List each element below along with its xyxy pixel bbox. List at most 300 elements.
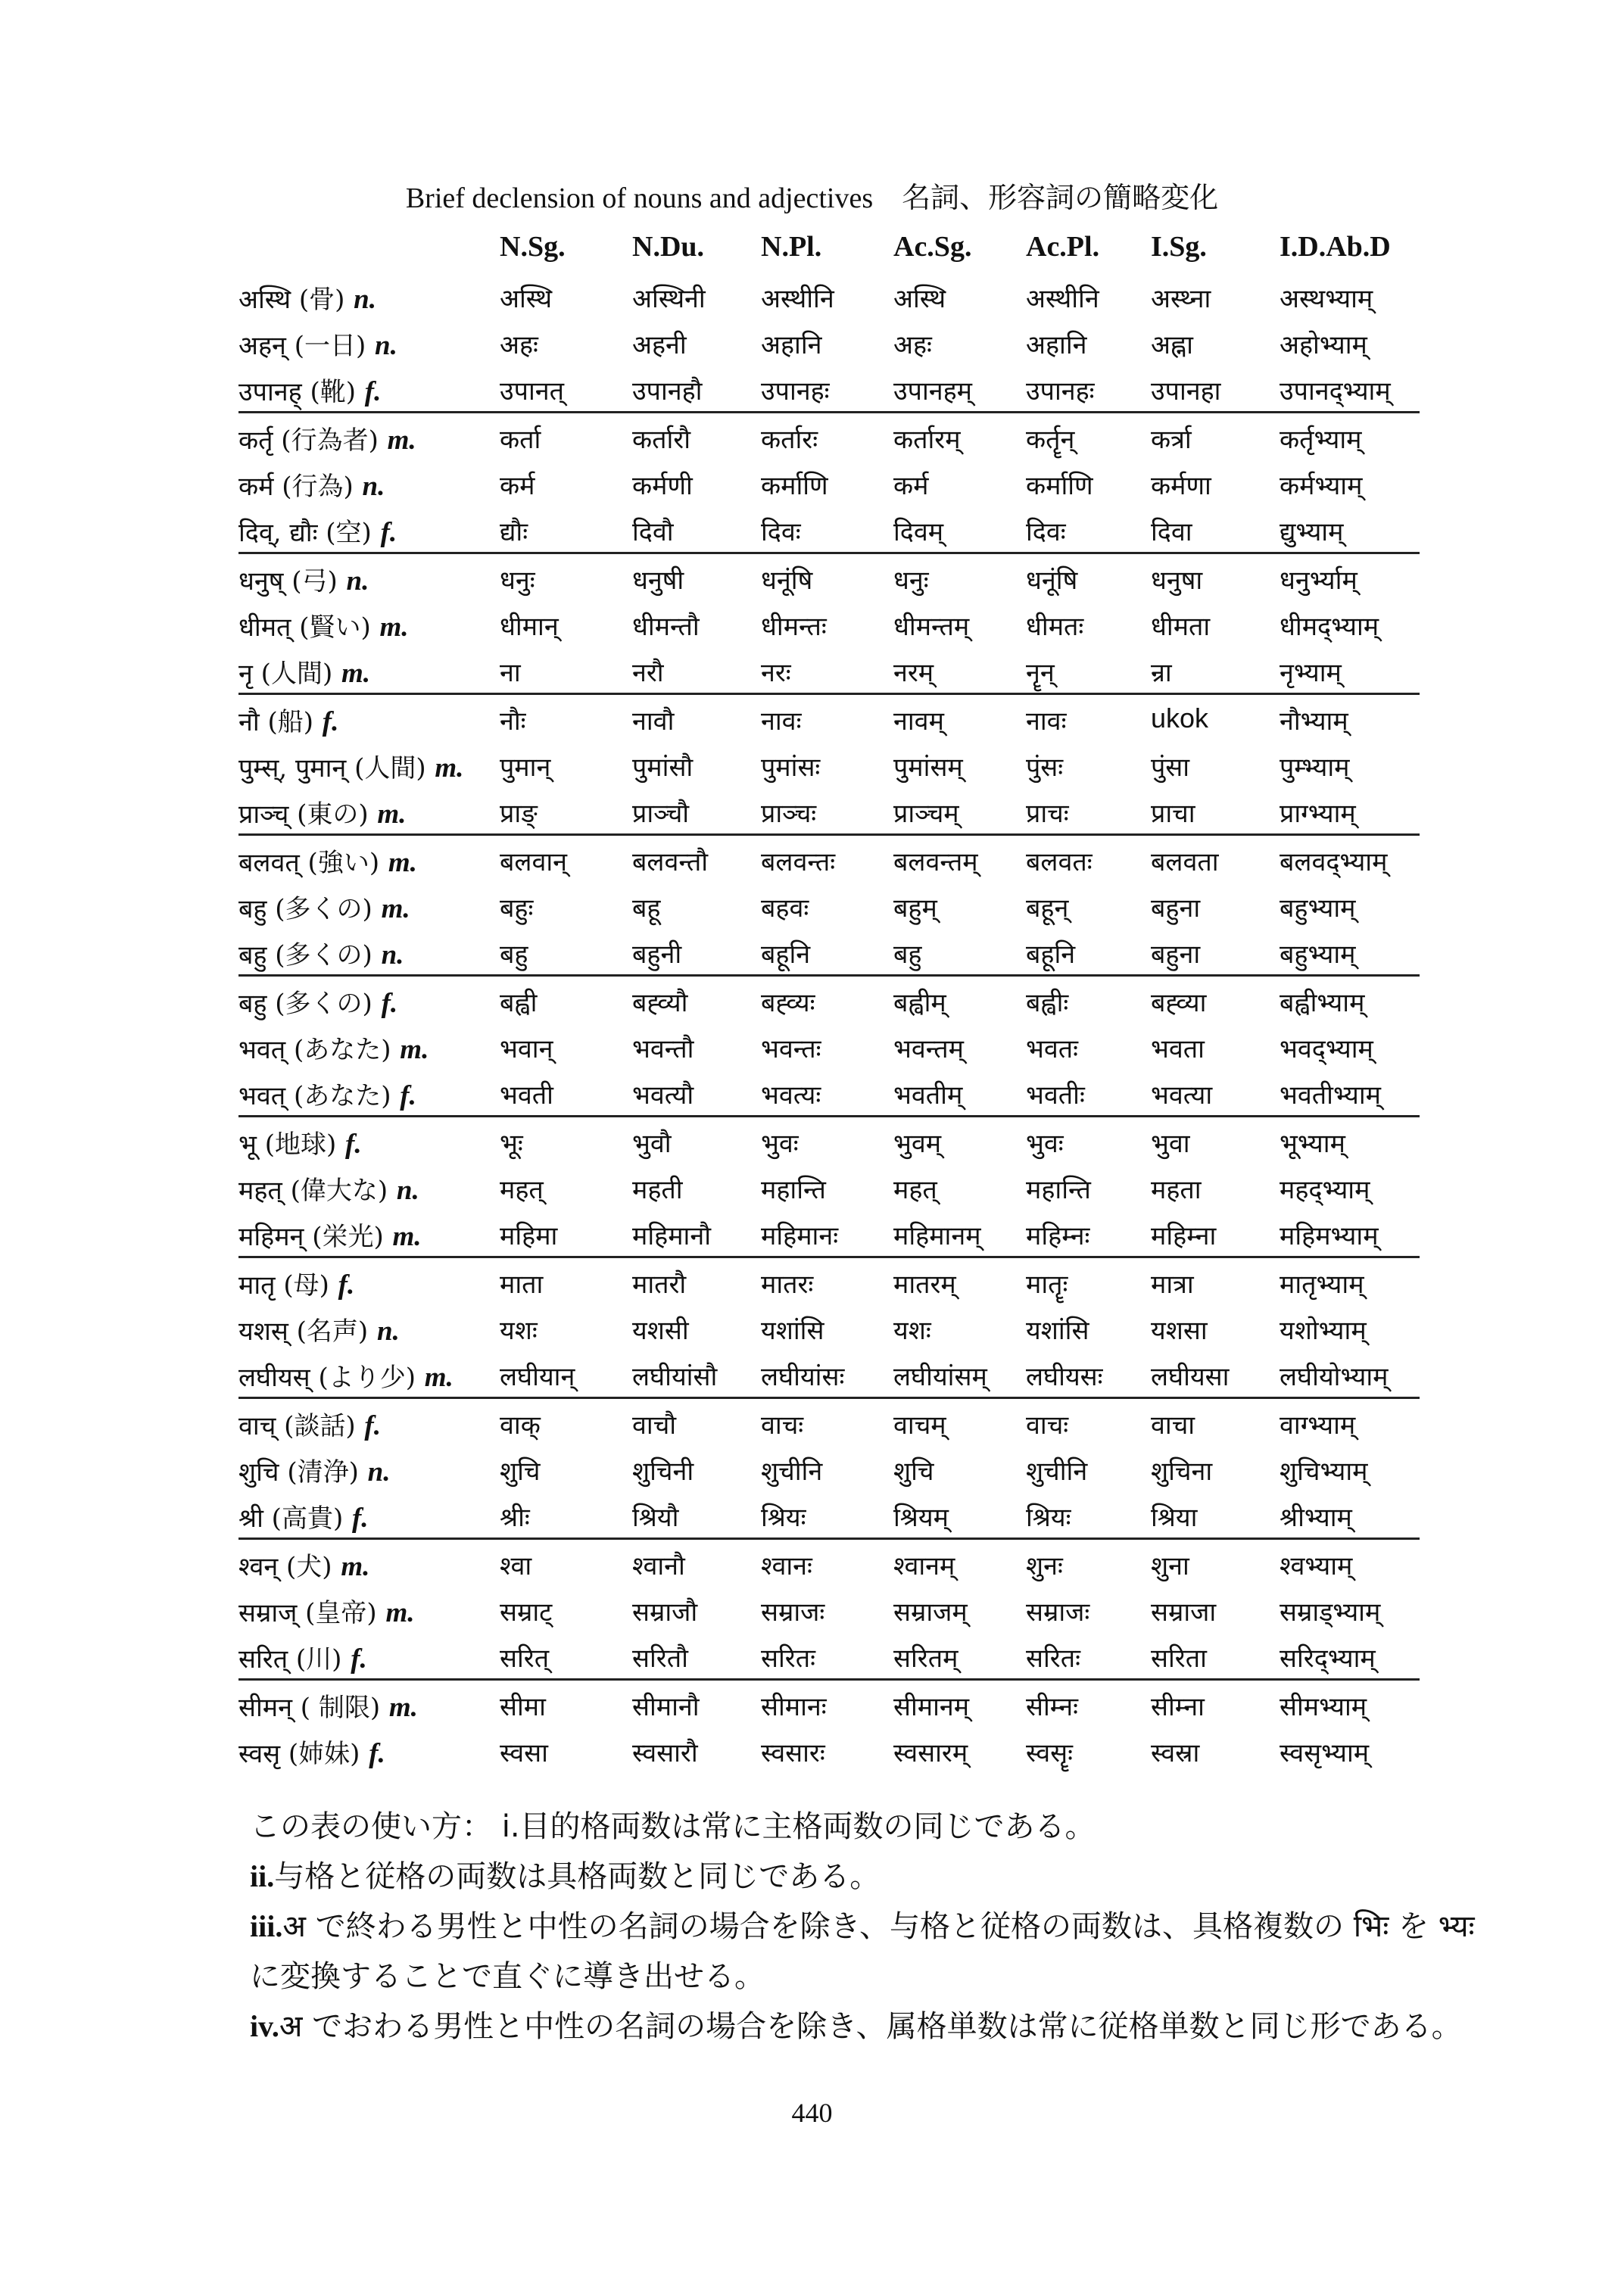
form-cell: नरौ xyxy=(632,658,664,688)
table-row xyxy=(238,1117,1420,1164)
table-row xyxy=(238,1491,1420,1537)
form-cell: मातरम् xyxy=(893,1270,956,1300)
lemma-text: लघीयस् (より少) xyxy=(238,1363,416,1393)
form-cell: भुवः xyxy=(761,1129,799,1159)
table-row xyxy=(238,600,1420,646)
lemma-cell xyxy=(238,1075,416,1112)
form-cell: श्रियः xyxy=(761,1503,806,1533)
form-cell: लघीयोभ्याम् xyxy=(1280,1362,1389,1392)
form-cell: श्रियौ xyxy=(632,1503,679,1533)
form-cell: सम्राजः xyxy=(1026,1597,1090,1628)
lemma-cell xyxy=(238,1216,422,1253)
form-cell: कर्त्रा xyxy=(1151,425,1192,455)
lemma-text: बहु (多くの) xyxy=(238,940,372,970)
table-row xyxy=(238,365,1420,411)
form-cell: नॄन् xyxy=(1026,658,1055,688)
form-cell: श्वभ्याम् xyxy=(1280,1551,1353,1581)
gender-label: f. xyxy=(364,1410,381,1441)
lemma-cell xyxy=(238,983,397,1020)
form-cell: कर्तृभ्याम् xyxy=(1280,425,1362,455)
form-cell: पुंसः xyxy=(1026,752,1064,783)
row-group xyxy=(238,1681,1420,1773)
lemma-text: सीमन् ( 制限) xyxy=(238,1693,381,1723)
form-cell: बहू xyxy=(632,893,661,924)
form-cell: श्रियम् xyxy=(893,1503,949,1533)
lemma-text: वाच् (談話) xyxy=(238,1411,356,1441)
form-cell: भूभ्याम् xyxy=(1280,1129,1345,1159)
lemma-cell xyxy=(238,653,370,690)
form-cell: महिमानः xyxy=(761,1221,839,1251)
form-cell: नरम् xyxy=(893,658,934,688)
form-cell: अस्थ्ना xyxy=(1151,284,1211,314)
form-cell: कर्म xyxy=(893,471,929,501)
form-cell: नृभ्याम् xyxy=(1280,658,1342,688)
lemma-cell xyxy=(238,279,376,316)
header-n-du: N.Du. xyxy=(632,231,705,263)
form-cell: भवन्तौ xyxy=(632,1034,694,1064)
table-row xyxy=(238,882,1420,928)
lemma-text: भवत् (あなた) xyxy=(238,1035,391,1065)
table-row xyxy=(238,1210,1420,1256)
form-cell: दिवः xyxy=(761,517,801,547)
form-cell: कर्मणी xyxy=(632,471,693,501)
form-cell: कर्माणि xyxy=(761,471,828,501)
lemma-cell xyxy=(238,934,404,971)
gender-label: f. xyxy=(380,517,397,548)
lemma-cell xyxy=(238,1029,429,1066)
form-cell: धीमतः xyxy=(1026,612,1084,642)
form-cell: बहु xyxy=(893,939,922,970)
form-cell: सरितौ xyxy=(632,1643,688,1674)
form-cell: बहुना xyxy=(1151,939,1201,970)
form-cell: उपानहा xyxy=(1151,376,1221,407)
lemma-cell xyxy=(238,1546,369,1583)
form-cell: बह्व्या xyxy=(1151,988,1207,1018)
gender-label: n. xyxy=(375,330,397,361)
lemma-cell xyxy=(238,1357,454,1394)
table-row xyxy=(238,1258,1420,1304)
form-cell: कर्तॄन् xyxy=(1026,425,1075,455)
lemma-cell xyxy=(238,1687,418,1724)
table-row xyxy=(238,1540,1420,1586)
form-cell: बहवः xyxy=(761,893,809,924)
form-cell: भवन्तः xyxy=(761,1034,821,1064)
form-cell: दिवा xyxy=(1151,517,1192,547)
row-group xyxy=(238,273,1420,413)
form-cell: यशः xyxy=(500,1316,538,1346)
form-cell: अहः xyxy=(893,330,932,360)
lemma-text: कर्तृ (行為者) xyxy=(238,425,379,456)
form-cell: शुनः xyxy=(1026,1551,1063,1581)
form-cell: भवती xyxy=(500,1080,553,1111)
form-cell: मातरौ xyxy=(632,1270,687,1300)
lemma-text: महत् (偉大な) xyxy=(238,1176,388,1206)
form-cell: प्राञ्चम् xyxy=(893,799,959,829)
form-cell: भूः xyxy=(500,1129,523,1159)
lemma-cell xyxy=(238,466,385,503)
form-cell: शुचीनि xyxy=(1026,1456,1088,1487)
form-cell: शुचीनि xyxy=(761,1456,823,1487)
form-cell: उपानहः xyxy=(761,376,830,407)
form-cell: बहुना xyxy=(1151,893,1201,924)
form-cell: महान्ति xyxy=(761,1175,826,1205)
lemma-text: स्वसृ (姉妹) xyxy=(238,1739,360,1769)
form-cell: मातरः xyxy=(761,1270,814,1300)
gender-label: n. xyxy=(367,1456,391,1488)
lemma-text: नौ (船) xyxy=(238,707,314,737)
form-cell: धनुषी xyxy=(632,565,684,596)
form-cell: यशः xyxy=(893,1316,931,1346)
lemma-text: धनुष् (弓) xyxy=(238,566,338,597)
form-cell: सरितम् xyxy=(893,1643,959,1674)
header-n-pl: N.Pl. xyxy=(761,231,822,263)
lemma-text: महिमन् (栄光) xyxy=(238,1222,384,1252)
gender-label: m. xyxy=(381,893,410,924)
form-cell: सीम्ना xyxy=(1151,1692,1205,1722)
form-cell: उपानहौ xyxy=(632,376,703,407)
form-cell: माता xyxy=(500,1270,544,1300)
page-title: Brief declension of nouns and adjectives 名詞、形容詞の簡略変化 xyxy=(405,182,1219,214)
form-cell: वाचौ xyxy=(632,1410,677,1441)
note-item: ii.与格と従格の両数は具格両数と同じである。 xyxy=(250,1859,881,1894)
form-cell: नावौ xyxy=(632,706,675,737)
form-cell: धनुः xyxy=(893,565,929,596)
table-row xyxy=(238,1632,1420,1678)
form-cell: भवान् xyxy=(500,1034,553,1064)
form-cell: बह्व्यः xyxy=(761,988,815,1018)
header-ac-sg: Ac.Sg. xyxy=(893,231,972,263)
form-cell: धनूंषि xyxy=(761,565,813,596)
row-group xyxy=(238,413,1420,554)
form-cell: कर्तारः xyxy=(761,425,818,455)
form-cell: श्वानौ xyxy=(632,1551,685,1581)
gender-label: f. xyxy=(351,1643,367,1675)
form-cell: बलवतः xyxy=(1026,847,1093,877)
form-cell: मातॄः xyxy=(1026,1270,1068,1300)
form-cell: सम्राट् xyxy=(500,1597,553,1628)
form-cell: धनुः xyxy=(500,565,535,596)
form-cell: यशांसि xyxy=(1026,1316,1089,1346)
form-cell: प्राचा xyxy=(1151,799,1195,829)
lemma-cell xyxy=(238,1405,381,1442)
form-cell: भवता xyxy=(1151,1034,1205,1064)
table-row xyxy=(238,506,1420,552)
form-cell: नावम् xyxy=(893,706,944,737)
table-row xyxy=(238,1681,1420,1727)
form-cell: महिमभ्याम् xyxy=(1280,1221,1379,1251)
form-cell: सीमभ्याम् xyxy=(1280,1692,1367,1722)
form-cell: भुवौ xyxy=(632,1129,672,1159)
form-cell: सीमानः xyxy=(761,1692,827,1722)
form-cell: भुवः xyxy=(1026,1129,1064,1159)
gender-label: f. xyxy=(381,988,398,1019)
form-cell: कर्तारौ xyxy=(632,425,691,455)
form-cell: सीमानौ xyxy=(632,1692,700,1722)
form-cell: यशसी xyxy=(632,1316,689,1346)
lemma-text: शुचि (清浄) xyxy=(238,1457,359,1488)
form-cell: मातृभ्याम् xyxy=(1280,1270,1364,1300)
form-cell: बहून् xyxy=(1026,893,1069,924)
form-cell: शुचिनी xyxy=(632,1456,694,1487)
form-cell: दिवः xyxy=(1026,517,1066,547)
lemma-text: सरित् (川) xyxy=(238,1644,342,1675)
table-row xyxy=(238,319,1420,365)
table-row xyxy=(238,554,1420,600)
form-cell: सम्राजः xyxy=(761,1597,825,1628)
form-cell: स्वसारौ xyxy=(632,1738,698,1768)
table-row xyxy=(238,1586,1420,1632)
header-i-d-ab-d: I.D.Ab.D xyxy=(1280,231,1391,263)
form-cell: भवतीः xyxy=(1026,1080,1085,1111)
gender-label: n. xyxy=(396,1175,419,1206)
form-cell: लघीयांसौ xyxy=(632,1362,718,1392)
form-cell: बहूनि xyxy=(761,939,811,970)
form-cell: स्वसॄः xyxy=(1026,1738,1073,1768)
form-cell: कर्ता xyxy=(500,425,541,455)
lemma-cell xyxy=(238,560,369,597)
gender-label: f. xyxy=(400,1080,416,1111)
row-group xyxy=(238,1399,1420,1540)
form-cell: भवत्या xyxy=(1151,1080,1213,1111)
lemma-cell xyxy=(238,1733,385,1770)
form-cell: कर्म xyxy=(500,471,535,501)
form-cell: सरितः xyxy=(761,1643,815,1674)
lemma-cell xyxy=(238,842,417,879)
form-cell: अहः xyxy=(500,330,538,360)
form-cell: ukok xyxy=(1151,703,1209,734)
form-cell: सम्राजम् xyxy=(893,1597,968,1628)
form-cell: सरिता xyxy=(1151,1643,1207,1674)
form-cell: नौः xyxy=(500,706,526,737)
gender-label: m. xyxy=(341,1551,370,1582)
form-cell: स्वसारः xyxy=(761,1738,825,1768)
form-cell: सीमा xyxy=(500,1692,546,1722)
form-cell: अस्थभ्याम् xyxy=(1280,284,1373,314)
form-cell: भवत्यौ xyxy=(632,1080,694,1111)
lemma-cell xyxy=(238,888,410,925)
row-group xyxy=(238,1540,1420,1681)
form-cell: धीमन्तौ xyxy=(632,612,700,642)
lemma-text: नृ (人間) xyxy=(238,659,333,689)
table-row xyxy=(238,787,1420,833)
form-cell: बहूनि xyxy=(1026,939,1076,970)
note-item: iii.अ で終わる男性と中性の名詞の場合を除き、与格と従格の両数は、具格複数の भिः を भ्यः に変換することで直ぐに導き出せる。 xyxy=(250,1909,1475,1994)
table-row xyxy=(238,1023,1420,1069)
form-cell: बहुनी xyxy=(632,939,682,970)
form-cell: अह्ना xyxy=(1151,330,1193,360)
form-cell: पुमान् xyxy=(500,752,551,783)
gender-label: f. xyxy=(364,376,382,407)
form-cell: श्रिया xyxy=(1151,1503,1198,1533)
note-item: iv.अ でおわる男性と中性の名詞の場合を除き、属格単数は常に従格単数と同じ形である。 xyxy=(250,2009,1462,2044)
form-cell: महती xyxy=(632,1175,683,1205)
form-cell: बह्वीम् xyxy=(893,988,946,1018)
lemma-cell xyxy=(238,1592,414,1629)
form-cell: महत् xyxy=(893,1175,937,1205)
form-cell: प्राग्भ्याम् xyxy=(1280,799,1356,829)
form-cell: सम्राजा xyxy=(1151,1597,1217,1628)
form-cell: बलवान् xyxy=(500,847,568,877)
form-cell: भवतीम् xyxy=(893,1080,963,1111)
lemma-text: अहन् (一日) xyxy=(238,331,366,361)
form-cell: नरः xyxy=(761,658,791,688)
lemma-cell xyxy=(238,419,416,456)
gender-label: m. xyxy=(341,658,371,689)
form-cell: बहुम् xyxy=(893,893,937,924)
form-cell: बलवन्तम् xyxy=(893,847,978,877)
form-cell: प्राङ् xyxy=(500,799,538,829)
form-cell: महान्ति xyxy=(1026,1175,1091,1205)
form-cell: धनूंषि xyxy=(1026,565,1078,596)
form-cell: लघीयांसः xyxy=(761,1362,845,1392)
form-cell: कर्मभ्याम् xyxy=(1280,471,1363,501)
form-cell: यशसा xyxy=(1151,1316,1208,1346)
table-row xyxy=(238,1304,1420,1351)
lemma-text: बलवत् (強い) xyxy=(238,848,380,878)
form-cell: सरित् xyxy=(500,1643,550,1674)
form-cell: महता xyxy=(1151,1175,1202,1205)
form-cell: ना xyxy=(500,658,521,688)
form-cell: लघीयान् xyxy=(500,1362,575,1392)
form-cell: श्रीः xyxy=(500,1503,530,1533)
table-row xyxy=(238,273,1420,319)
form-cell: बहुभ्याम् xyxy=(1280,893,1356,924)
form-cell: यशोभ्याम् xyxy=(1280,1316,1367,1346)
lemma-cell xyxy=(238,1451,390,1488)
lemma-text: उपानह् (靴) xyxy=(238,377,357,407)
declension-table xyxy=(238,227,1420,1773)
form-cell: कर्मणा xyxy=(1151,471,1211,501)
form-cell: श्वा xyxy=(500,1551,532,1581)
form-cell: बह्वीः xyxy=(1026,988,1069,1018)
lemma-text: प्राञ्च् (東の) xyxy=(238,799,369,830)
gender-label: m. xyxy=(388,847,417,878)
form-cell: लघीयसा xyxy=(1151,1362,1230,1392)
lemma-text: यशस् (名声) xyxy=(238,1316,369,1347)
form-cell: वाचा xyxy=(1151,1410,1195,1441)
form-cell: बलवन्तौ xyxy=(632,847,709,877)
row-group xyxy=(238,977,1420,1117)
form-cell: वाक् xyxy=(500,1410,541,1441)
row-group xyxy=(238,1117,1420,1258)
lemma-text: मातृ (母) xyxy=(238,1270,329,1301)
gender-label: m. xyxy=(388,1692,418,1723)
form-cell: धीमन्तम् xyxy=(893,612,970,642)
form-cell: भुवम् xyxy=(893,1129,942,1159)
form-cell: पुम्भ्याम् xyxy=(1280,752,1350,783)
row-group xyxy=(238,1258,1420,1399)
form-cell: धीमान् xyxy=(500,612,559,642)
form-cell: उपानहः xyxy=(1026,376,1095,407)
lemma-cell xyxy=(238,793,406,830)
gender-label: m. xyxy=(385,1597,415,1628)
form-cell: दिवौ xyxy=(632,517,674,547)
note-item: この表の使い方： i.目的格両数は常に主格両数の同じである。 xyxy=(250,1809,1096,1844)
lemma-cell xyxy=(238,1497,369,1534)
form-cell: पुमांसौ xyxy=(632,752,694,783)
form-cell: वाचम् xyxy=(893,1410,946,1441)
table-row xyxy=(238,928,1420,974)
form-cell: स्वसृभ्याम् xyxy=(1280,1738,1370,1768)
lemma-text: श्री (高貴) xyxy=(238,1503,344,1534)
form-cell: पुमांसः xyxy=(761,752,821,783)
form-cell: सरितः xyxy=(1026,1643,1080,1674)
lemma-cell xyxy=(238,1638,367,1675)
form-cell: यशांसि xyxy=(761,1316,824,1346)
form-cell: धीमन्तः xyxy=(761,612,827,642)
form-cell: महिमानम् xyxy=(893,1221,981,1251)
form-cell: वाचः xyxy=(1026,1410,1069,1441)
form-cell: द्यौः xyxy=(500,517,528,547)
page-number: 440 xyxy=(791,2098,833,2128)
form-cell: द्युभ्याम् xyxy=(1280,517,1344,547)
gender-label: m. xyxy=(400,1034,429,1065)
lemma-cell xyxy=(238,606,409,643)
form-cell: महिमानौ xyxy=(632,1221,712,1251)
gender-label: f. xyxy=(345,1129,362,1160)
header-i-sg: I.Sg. xyxy=(1151,231,1207,263)
gender-label: m. xyxy=(379,612,409,643)
form-cell: प्राञ्चौ xyxy=(632,799,690,829)
form-cell: बहुभ्याम् xyxy=(1280,939,1356,970)
usage-notes xyxy=(250,1802,1476,2052)
form-cell: अस्थिनी xyxy=(632,284,706,314)
form-cell: धीमद्भ्याम् xyxy=(1280,612,1379,642)
table-row xyxy=(238,1069,1420,1115)
gender-label: n. xyxy=(381,939,404,970)
table-row xyxy=(238,1164,1420,1210)
form-cell: बह्वीभ्याम् xyxy=(1280,988,1365,1018)
lemma-text: भवत् (あなた) xyxy=(238,1081,391,1111)
gender-label: m. xyxy=(377,799,407,830)
form-cell: बलवद्भ्याम् xyxy=(1280,847,1388,877)
form-cell: महत् xyxy=(500,1175,544,1205)
form-cell: प्राञ्चः xyxy=(761,799,817,829)
table-row xyxy=(238,1351,1420,1397)
form-cell: कर्तारम् xyxy=(893,425,961,455)
form-cell: वाचः xyxy=(761,1410,804,1441)
form-cell: भवन्तम् xyxy=(893,1034,964,1064)
form-cell: वाग्भ्याम् xyxy=(1280,1410,1356,1441)
gender-label: n. xyxy=(376,1316,400,1347)
form-cell: धनुषा xyxy=(1151,565,1203,596)
lemma-text: श्वन् (犬) xyxy=(238,1552,332,1582)
form-cell: उपानत् xyxy=(500,376,564,407)
gender-label: m. xyxy=(435,752,464,784)
form-cell: श्वानम् xyxy=(893,1551,955,1581)
form-cell: श्वानः xyxy=(761,1551,812,1581)
form-cell: मात्रा xyxy=(1151,1270,1194,1300)
row-group xyxy=(238,554,1420,695)
gender-label: m. xyxy=(424,1362,454,1393)
gender-label: f. xyxy=(351,1503,369,1534)
table-row xyxy=(238,836,1420,882)
gender-label: m. xyxy=(387,425,416,456)
form-cell: नावः xyxy=(761,706,802,737)
lemma-text: कर्म (行為) xyxy=(238,472,354,502)
lemma-text: धीमत् (賢い) xyxy=(238,612,371,643)
table-row xyxy=(238,695,1420,741)
form-cell: भवतः xyxy=(1026,1034,1079,1064)
table-row xyxy=(238,741,1420,787)
form-cell: उपानद्भ्याम् xyxy=(1280,376,1391,407)
lemma-cell xyxy=(238,1310,400,1347)
form-cell: अहनी xyxy=(632,330,687,360)
lemma-text: बहु (多くの) xyxy=(238,989,372,1019)
lemma-cell xyxy=(238,371,381,408)
form-cell: अस्थीनि xyxy=(1026,284,1099,314)
gender-label: n. xyxy=(354,284,376,315)
